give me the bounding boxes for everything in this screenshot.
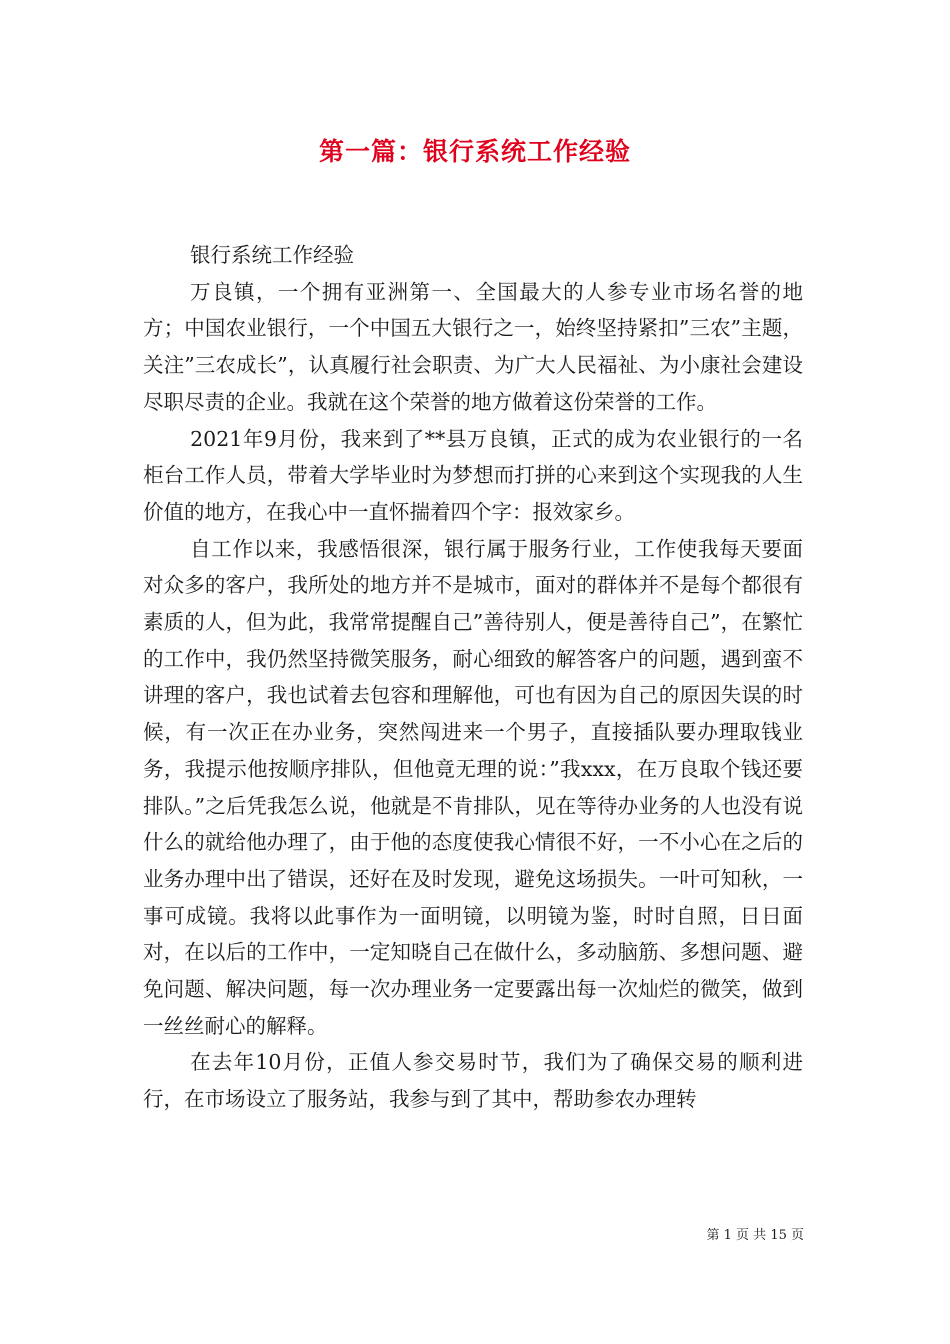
paragraph-2: 2021年9月份，我来到了**县万良镇，正式的成为农业银行的一名柜台工作人员，带着大学毕业时为梦想而打拼的心来到这个实现我的人生价值的地方，在我心中一直怀揣着四个字：报效家乡。 [143,426,803,524]
subheading: 银行系统工作经验 [190,243,354,267]
paragraph-3: 自工作以来，我感悟很深，银行属于服务行业，工作使我每天要面对众多的客户，我所处的地方并不是城市，面对的群体并不是每个都很有素质的人，但为此，我常常提醒自己”善待别人，便是善待自己”，在繁忙的工作中，我仍然坚持微笑服务，耐心细致的解答客户的问题，遇到蛮不讲理的客户，我也试着去包容和理解他，可也有因为自己的原因失误的时候，有一次正在办业务，突然闯进来一个男子，直接插队要办理取钱业务，我提示他按顺序排队，但他竟无理的说：”我xxx，在万良取个钱还要排队。”之后凭我怎么说，他就是不肯排队，见在等待办业务的人也没有说什么的就给他办理了，由于他的态度使我心情很不好，一不小心在之后的业务办理中出了错误，还好在及时发现，避免这场损失。一叶可知秋，一事可成镜。我将以此事作为一面明镜，以明镜为鉴，时时自照，日日面对，在以后的工作中，一定知晓自己在做什么，多动脑筋、多想问题、避免问题、解决问题，每一次办理业务一定要露出每一次灿烂的微笑，做到一丝丝耐心的解释。 [143,536,803,1038]
paragraph-4: 在去年10月份，正值人参交易时节，我们为了确保交易的顺利进行，在市场设立了服务站，我参与到了其中，帮助参农办理转 [143,1050,803,1112]
page-footer: 第 1 页 共 15 页 [706,1228,804,1243]
paragraph-1: 万良镇，一个拥有亚洲第一、全国最大的人参专业市场名誉的地方；中国农业银行，一个中国五大银行之一，始终坚持紧扣”三农”主题，关注”三农成长”，认真履行社会职责、为广大人民福祉、为小康社会建设尽职尽责的企业。我就在这个荣誉的地方做着这份荣誉的工作。 [143,279,803,414]
document-body [143,237,803,1118]
document-title: 第一篇：银行系统工作经验 [318,137,631,166]
